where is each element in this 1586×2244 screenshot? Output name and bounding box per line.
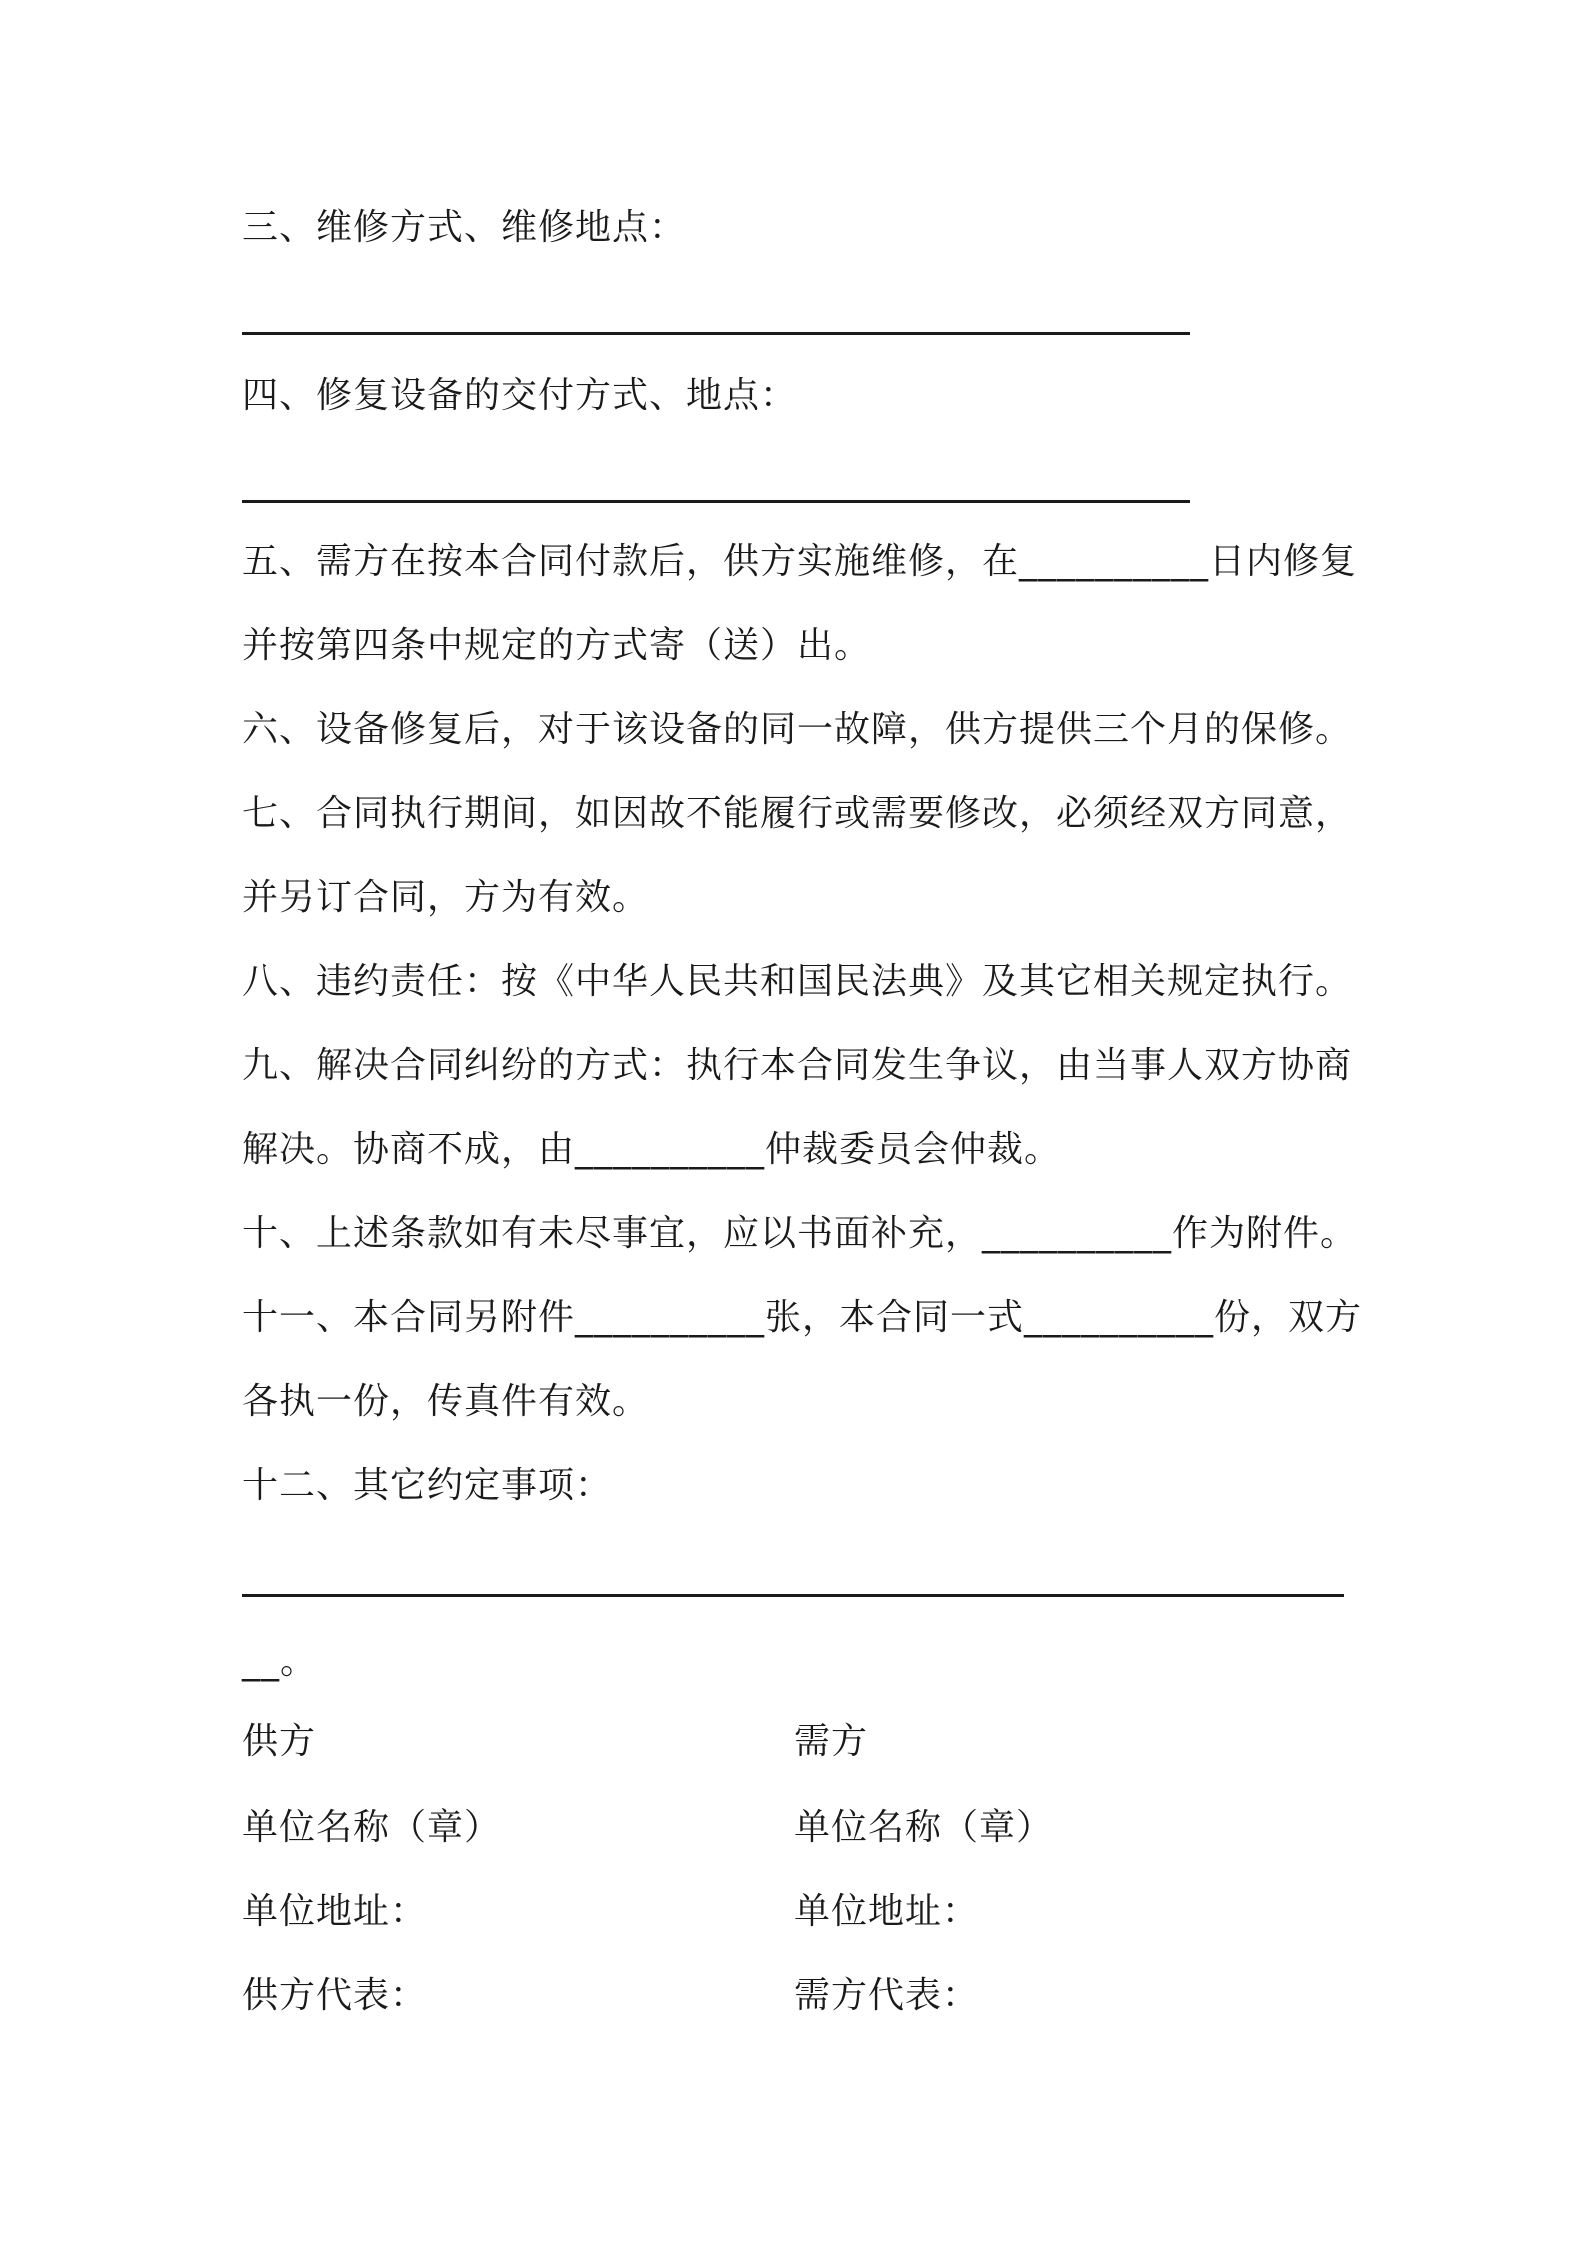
blank-line-clause-12 bbox=[242, 1594, 1344, 1597]
clause-7-line-1: 七、合同执行期间，如因故不能履行或需要修改，必须经双方同意， bbox=[242, 793, 1353, 834]
clause-4-title: 四、修复设备的交付方式、地点： bbox=[242, 375, 798, 416]
clause-10: 十、上述条款如有未尽事宜，应以书面补充，__________作为附件。 bbox=[242, 1213, 1358, 1254]
blank-line-clause-4 bbox=[242, 500, 1190, 503]
supplier-address: 单位地址： bbox=[242, 1891, 428, 1932]
clause-9-line-2: 解决。协商不成，由__________仲裁委员会仲裁。 bbox=[242, 1129, 1062, 1170]
buyer-label: 需方 bbox=[794, 1721, 869, 1762]
clause-11-line-1: 十一、本合同另附件__________张，本合同一式__________份，双方 bbox=[242, 1297, 1363, 1338]
clause-9-line-1: 九、解决合同纠纷的方式：执行本合同发生争议，由当事人双方协商 bbox=[242, 1045, 1353, 1086]
clause-8: 八、违约责任：按《中华人民共和国民法典》及其它相关规定执行。 bbox=[242, 961, 1353, 1002]
buyer-company-name: 单位名称（章） bbox=[794, 1807, 1054, 1848]
clause-5-line-2: 并按第四条中规定的方式寄（送）出。 bbox=[242, 625, 872, 666]
clause-12-title: 十二、其它约定事项： bbox=[242, 1465, 613, 1506]
buyer-representative: 需方代表： bbox=[794, 1975, 980, 2016]
clause-3-title: 三、维修方式、维修地点： bbox=[242, 207, 687, 248]
clause-11-line-2: 各执一份，传真件有效。 bbox=[242, 1381, 650, 1422]
clause-5-line-1: 五、需方在按本合同付款后，供方实施维修，在__________日内修复 bbox=[242, 541, 1358, 582]
supplier-company-name: 单位名称（章） bbox=[242, 1807, 502, 1848]
supplier-representative: 供方代表： bbox=[242, 1975, 428, 2016]
clause-6: 六、设备修复后，对于该设备的同一故障，供方提供三个月的保修。 bbox=[242, 709, 1353, 750]
clause-12-end: __。 bbox=[242, 1641, 318, 1682]
blank-line-clause-3 bbox=[242, 332, 1190, 335]
clause-7-line-2: 并另订合同，方为有效。 bbox=[242, 877, 650, 918]
buyer-address: 单位地址： bbox=[794, 1891, 980, 1932]
supplier-label: 供方 bbox=[242, 1721, 317, 1762]
